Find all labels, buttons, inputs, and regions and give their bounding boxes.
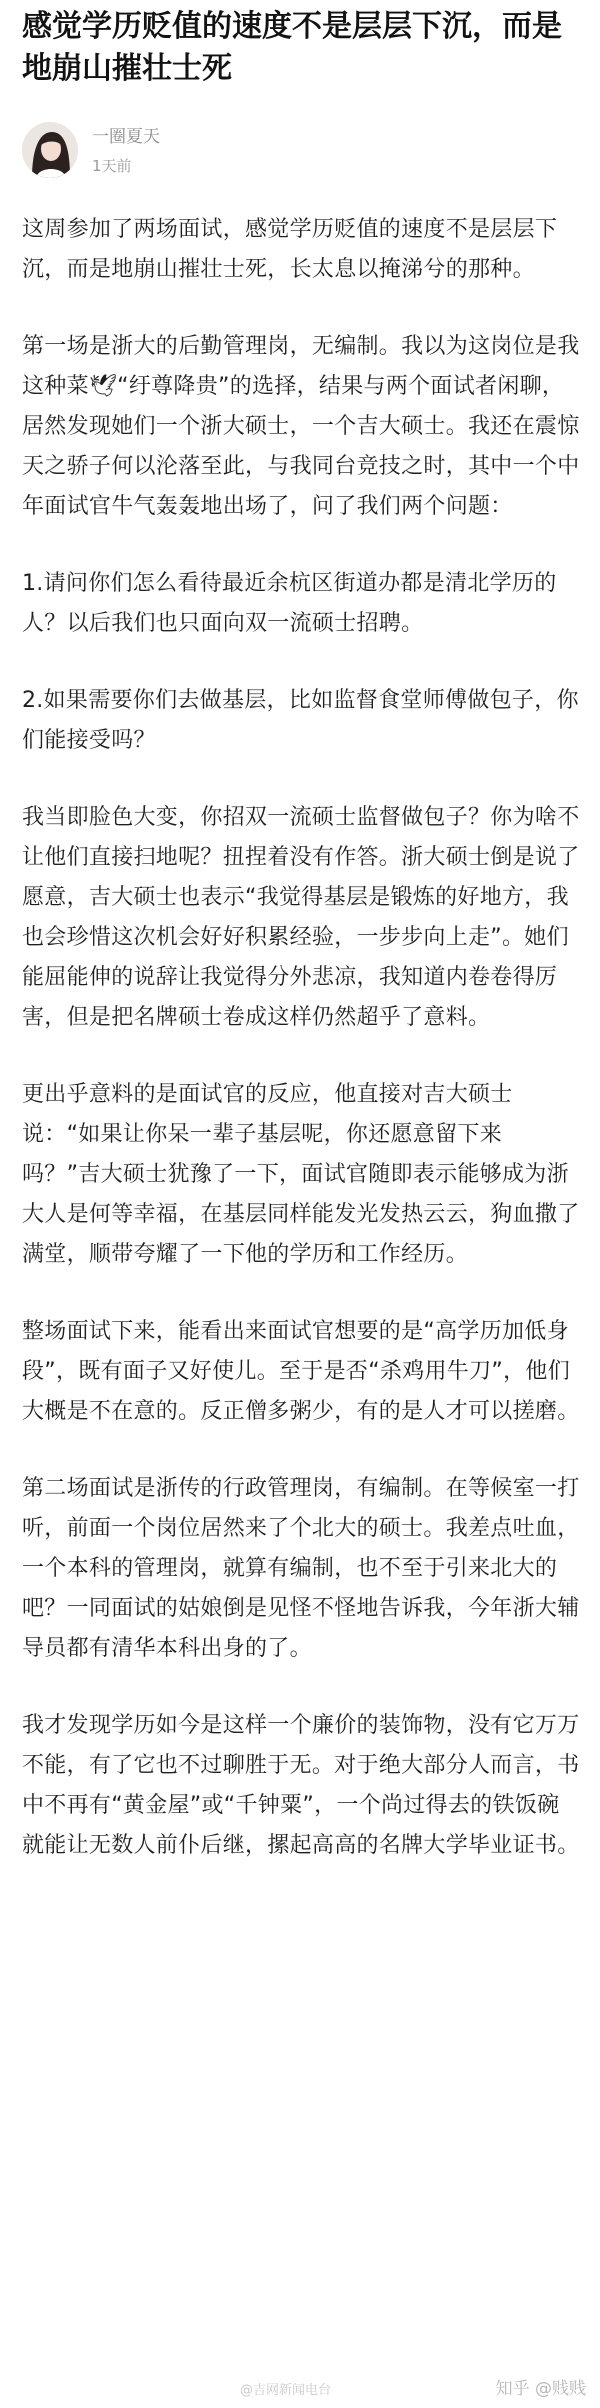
paragraph: 更出乎意料的是面试官的反应，他直接对吉大硕士说：“如果让你呆一辈子基层呢，你还愿意留下来吗？”吉大硕士犹豫了一下，面试官随即表示能够成为浙大人是何等幸福，在基层同样能发光发热云云，狗血撒了满堂，顺带夸耀了一下他的学历和工作经历。 [22, 1082, 580, 1267]
paragraph: 2.如果需要你们去做基层，比如监督食堂师傅做包子，你们能接受吗？ [22, 688, 579, 753]
paragraph: 我才发现学历如今是这样一个廉价的装饰物，没有它万万不能，有了它也不过聊胜于无。对于绝大部分人而言，书中不再有“黄金屋”或“千钟粟”，一个尚过得去的铁饭碗就能让无数人前仆后继，摞起高高的名牌大学毕业证书。 [22, 1713, 580, 1858]
paragraph: 我当即脸色大变，你招双一流硕士监督做包子？你为啥不让他们直接扫地呢？扭捏着没有作答。浙大硕士倒是说了愿意，吉大硕士也表示“我觉得基层是锻炼的好地方，我也会珍惜这次机会好好积累经验，一步步向上走”。她们能屈能伸的说辞让我觉得分外悲凉，我知道内卷卷得厉害，但是把名牌硕士卷成这样仍然超乎了意料。 [22, 805, 580, 1030]
watermark: @吉网新闻电台 [240, 2383, 332, 2398]
avatar[interactable] [22, 122, 78, 178]
paragraph: 第一场是浙大的后勤管理岗，无编制。我以为这岗位是我这种菜🕊“纡尊降贵”的选择，结果与两个面试者闲聊，居然发现她们一个浙大硕士，一个吉大硕士。我还在震惊天之骄子何以沦落至此，与我同台竞技之时，其中一个中年面试官牛气轰轰地出场了，问了我们两个问题： [22, 334, 580, 519]
article-title: 感觉学历贬值的速度不是层层下沉，而是地崩山摧壮士死 [22, 9, 562, 86]
zhihu-watermark: 知乎 @贱贱 [495, 2379, 586, 2399]
paragraph: 1.请问你们怎么看待最近余杭区街道办都是清北学历的人？以后我们也只面向双一流硕士招聘。 [22, 571, 557, 636]
author-name[interactable]: 一圈夏天 [92, 127, 160, 147]
paragraph: 整场面试下来，能看出来面试官想要的是“高学历加低身段”，既有面子又好使儿。至于是否“杀鸡用牛刀”，他们大概是不在意的。反正僧多粥少，有的是人才可以搓磨。 [22, 1319, 580, 1424]
article-body [22, 210, 580, 1903]
avatar-image-icon [22, 122, 78, 178]
paragraph: 这周参加了两场面试，感觉学历贬值的速度不是层层下沉，而是地崩山摧壮士死，长太息以掩涕兮的那种。 [22, 217, 558, 282]
footer [496, 2376, 586, 2402]
post-time: 1天前 [92, 157, 132, 175]
paragraph: 第二场面试是浙传的行政管理岗，有编制。在等候室一打听，前面一个岗位居然来了个北大的硕士。我差点吐血，一个本科的管理岗，就算有编制，也不至于引来北大的吧？一同面试的姑娘倒是见怪不怪地告诉我，今年浙大辅导员都有清华本科出身的了。 [22, 1476, 580, 1661]
author-block[interactable] [22, 122, 422, 178]
